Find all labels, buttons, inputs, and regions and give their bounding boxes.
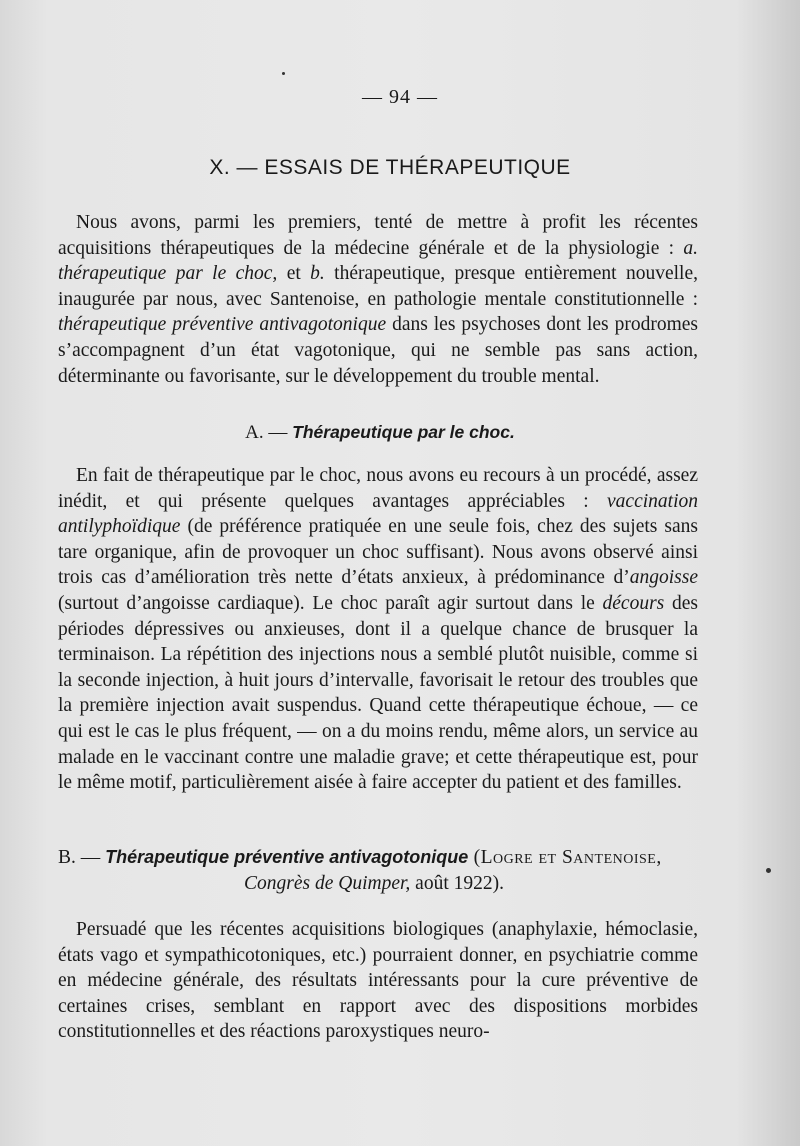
intro-text-2: et [277,263,311,285]
page-number: — 94 — [362,86,438,108]
intro-italic-1: a. thérapeutique par le choc, [58,237,698,285]
section-b-prefix: B. — [58,847,106,868]
section-b-venue: Congrès de Quimper, [244,872,411,894]
intro-text-1: Nous avons, parmi les premiers, tenté de mettre à profit les récentes acquisitions thérapeutiques de la médecine générale et de la physiologie : [58,212,698,259]
section-b-paragraph [58,917,698,1045]
intro-paragraph [58,210,698,389]
intro-italic-3: thérapeutique préventive antivagotonique [58,314,387,336]
scan-speck [766,868,771,873]
section-a-text-2: (de préférence pratiquée en une seule fois, chez des sujets sans tare organique, afin de provoquer un choc suffisant). Nous avons observé ainsi trois cas d’amélioration très nette d’états anxieux, à prédominance d’ [58,516,698,589]
section-a-prefix: A. — [245,422,293,443]
section-a-italic-3: décours [602,592,665,614]
section-a-text-1: En fait de thérapeutique par le choc, nous avons eu recours à un procédé, assez inédit, et qui présente quelques avantages appréciables : [58,465,698,512]
intro-text-4: dans les psychoses dont les prodromes s’accompagnent d’un état vagotonique, qui ne semble pas sans action, déterminante ou favorisante, sur le développement du trouble mental. [58,314,698,387]
section-a-italic-2: angoisse [629,567,698,589]
section-b-text: Persuadé que les récentes acquisitions biologiques (anaphylaxie, hémoclasie, états vago et sympathicotoniques, etc.) pourraient donner, en psychiatrie comme en médecine générale, des résultats intéressants pour la cure préventive de certaines crises, semblant en rapport avec des dispositions morbides constitutionnelles et des réactions paroxystiques neuro- [58,919,698,1043]
section-b-authors: (Logre et Santenoise, [468,847,662,868]
section-b-title: Thérapeutique préventive antivagotonique [105,847,469,867]
section-a-heading [0,422,760,444]
section-a-title: Thérapeutique par le choc. [292,422,515,442]
section-b-citation-line [58,871,698,897]
section-b-heading [58,845,698,896]
section-a-text-3: (surtout d’angoisse cardiaque). Le choc paraît agir surtout dans le [58,592,603,614]
intro-italic-2: b. [310,263,325,285]
chapter-title: X. — ESSAIS DE THÉRAPEUTIQUE [209,156,571,179]
section-a-italic-1: vaccination antilyphoïdique [58,490,698,538]
intro-text-3: thérapeutique, presque entièrement nouvelle, inaugurée par nous, avec Santenoise, en pathologie mentale constitutionnelle : [58,263,698,310]
section-b-date: août 1922). [410,872,504,894]
section-a-text-4: des périodes dépressives ou anxieuses, dont il a quelque chance de brusquer la terminaison. La répétition des injections nous a semblé plutôt nuisible, comme si la seconde injection, à huit jours d’intervalle, favorisait le retour des troubles que la première injection avait suspendus. Quand cette thérapeutique échoue, — ce qui est le cas le plus fréquent, — on a du moins rendu, même alors, un service au malade en le vaccinant contre une maladie grave; et cette thérapeutique est, pour le même motif, particulièrement aisée à faire accepter du patient et des familles. [58,592,698,794]
scan-speck [282,72,285,75]
section-a-paragraph [58,463,698,796]
